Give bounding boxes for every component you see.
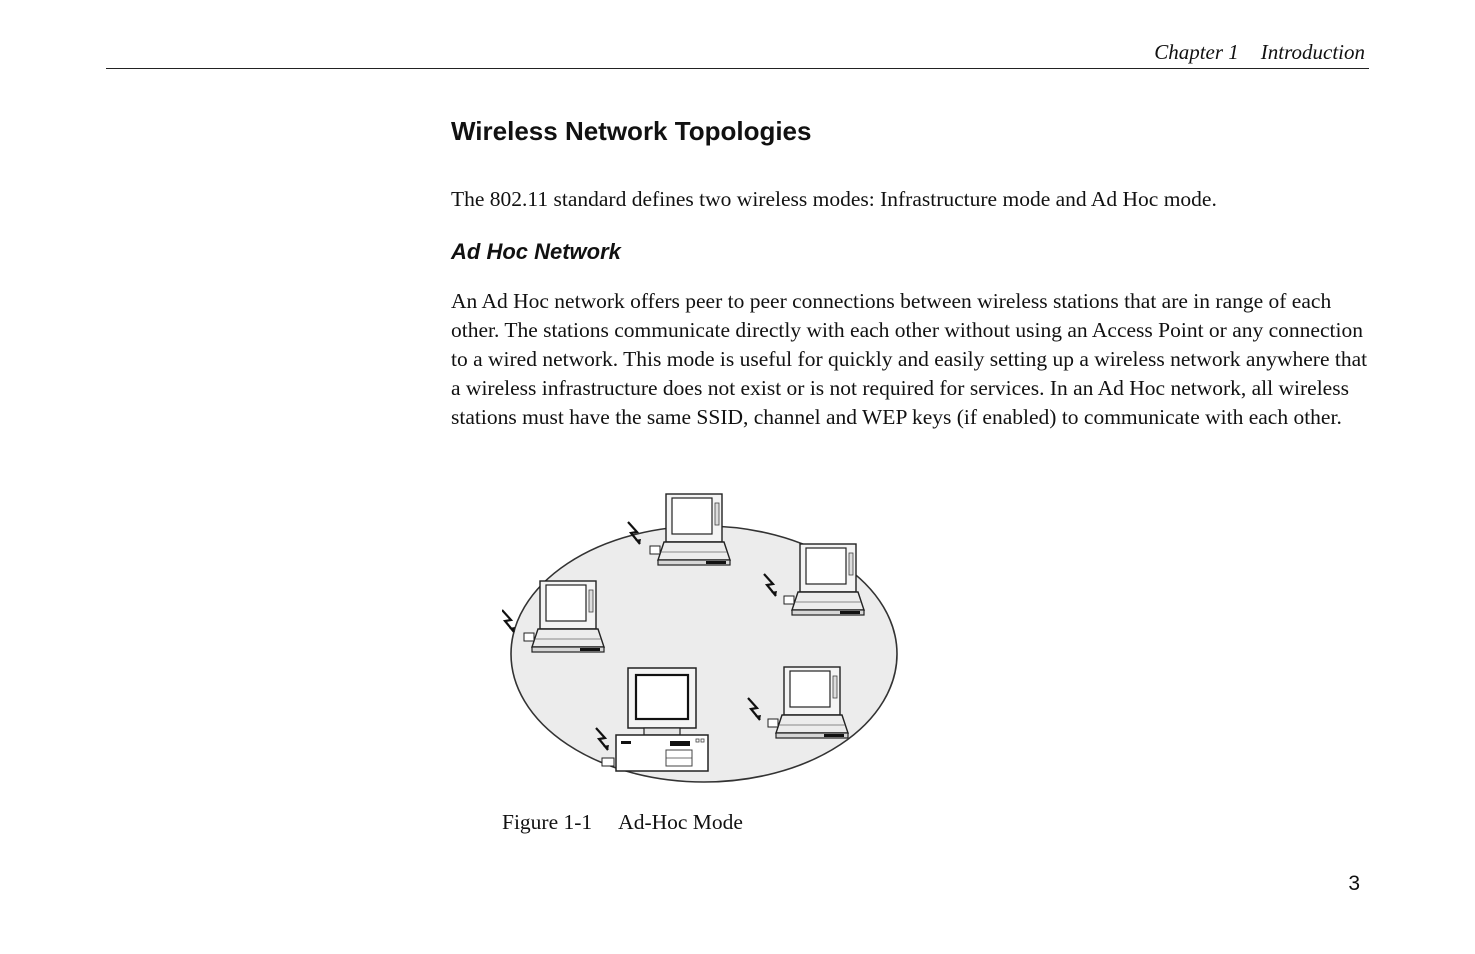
figure-label: Figure 1-1 bbox=[502, 810, 593, 834]
section-title: Wireless Network Topologies bbox=[451, 116, 812, 146]
running-header bbox=[1154, 40, 1365, 65]
subsection-title: Ad Hoc Network bbox=[451, 239, 621, 264]
adhoc-figure bbox=[502, 492, 898, 797]
wireless-signal-icon bbox=[502, 610, 515, 632]
adhoc-diagram bbox=[502, 492, 898, 797]
header-chapter: Chapter 1 bbox=[1154, 40, 1239, 64]
header-chapter-title: Introduction bbox=[1260, 40, 1365, 64]
header-rule bbox=[106, 68, 1369, 69]
content-column bbox=[451, 110, 1371, 432]
intro-paragraph: The 802.11 standard defines two wireless modes: Infrastructure mode and Ad Hoc mode. bbox=[451, 187, 1217, 211]
figure-caption-text: Ad-Hoc Mode bbox=[618, 810, 743, 834]
figure-caption bbox=[502, 810, 743, 835]
page-number: 3 bbox=[1348, 872, 1360, 895]
adhoc-paragraph: An Ad Hoc network offers peer to peer connections between wireless stations that are in range of each other. The stations communicate directly with each other without using an Access Point or any connection to a wired network. This mode is useful for quickly and easily setting up a wireless network anywhere that a wireless infrastructure does not exist or is not required for services. In an Ad Hoc network, all wireless stations must have the same SSID, channel and WEP keys (if enabled) to communicate with each other. bbox=[451, 289, 1368, 429]
